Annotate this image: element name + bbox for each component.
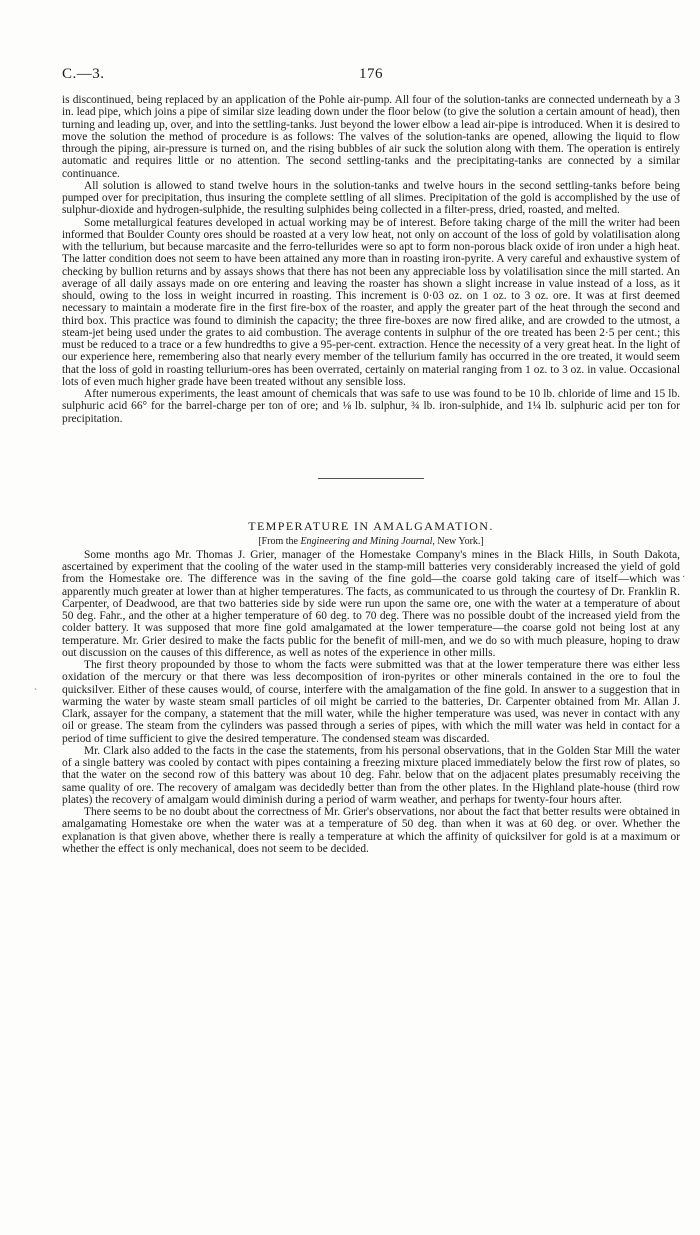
margin-speck: ·: [682, 572, 686, 583]
source-suffix: , New York.]: [432, 535, 484, 547]
paragraph: The first theory propounded by those to whom the facts were submitted was that at the lower temperature there was either less oxidation of the mercury or that there was less decomposition of iron-pyrites or other minerals contained in the ore to foul the quicksilver. Either of these causes would, of course, interfere with the amalgamation of the fine gold. In answer to a suggestion that in warming the water by waste steam small particles of oil might be carried to the batteries, Dr. Carpenter obtained from Mr. Allan J. Clark, assayer for the company, a statement that the mill water, while the higher temperature was used, was never in contact with any oil or grease. The steam from the cylinders was passed through a series of pipes, with which the mill water was held in contact for a period of time sufficient to give the desired temperature. The condensed steam was discarded.: [62, 659, 680, 745]
document-page: [62, 66, 680, 855]
paragraph: Mr. Clark also added to the facts in the case the statements, from his personal observations, that in the Golden Star Mill the water of a single battery was cooled by contact with pipes containing a freezing mixture placed immediately below the first row of plates, so that the water on the second row of this battery was about 10 deg. Fahr. below that on the adjacent plates presumably receiving the same quality of ore. The recovery of amalgam was decidedly better than from the other plates. In the Highland plate-house (third row plates) the recovery of amalgam would diminish during a period of warm weather, and perhaps for twenty-four hours after.: [62, 744, 680, 806]
paragraph: There seems to be no doubt about the correctness of Mr. Grier's observations, nor about the fact that better results were obtained in amalgamating Homestake ore when the water was at a temperature of 50 deg. than when it was at 60 deg. or over. Whether the explanation is that given above, whether there is really a temperature at which the affinity of quicksilver for gold is at a maximum or whether the effect is only mechanical, does not seem to be decided.: [62, 806, 680, 855]
paragraph: All solution is allowed to stand twelve hours in the solution-tanks and twelve hours in the second settling-tanks before being pumped over for precipitation, thus insuring the complete settling of all slimes. Precipitation of the gold is accomplished by the use of sulphur-dioxide and hydrogen-sulphide, the resulting sulphides being collected in a filter-press, dried, roasted, and melted.: [62, 179, 680, 217]
source-prefix: [From the: [258, 535, 301, 547]
document-reference: C.—3.: [62, 66, 105, 82]
margin-speck: `: [34, 688, 38, 699]
previous-article-continuation: [62, 94, 680, 425]
paragraph: Some months ago Mr. Thomas J. Grier, manager of the Homestake Company's mines in the Black Hills, in South Dakota, ascertained by experiment that the cooling of the water used in the stamp-mill batteries very considerably increased the yield of gold from the Homestake ore. The difference was in the saving of the fine gold—the coarse gold taking care of itself—which was apparently much greater at lower than at higher temperatures. The facts, as communicated to us through the courtesy of Dr. Franklin R. Carpenter, of Deadwood, are that two batteries side by side were run upon the same ore, one with the water at a temperature of about 50 deg. Fahr., and the other at a higher temperature of 60 deg. to 70 deg. There was no possible doubt of the increased yield from the colder battery. It was supposed that more fine gold amalgamated at the lower temperature—the coarse gold not being lost at any temperature. Mr. Grier desired to make the facts public for the benefit of mill-men, and we do so with much pleasure, hoping to draw out discussion on the causes of this difference, as well as notes of the experience in other mills.: [62, 548, 680, 659]
article-body: [62, 549, 680, 855]
page-number: 176: [359, 66, 383, 82]
paragraph: is discontinued, being replaced by an application of the Pohle air-pump. All four of the solution-tanks are connected underneath by a 3 in. lead pipe, which joins a pipe of similar size leading down under the floor below (to give the solution a certain amount of head), then turning and leading up, over, and into the settling-tanks. Just beyond the lower elbow a lead air-pipe is introduced. When it is desired to move the solution the method of procedure is as follows: The valves of the solution-tanks are opened, allowing the liquid to flow through the piping, air-pressure is turned on, and the rising bubbles of air suck the solution along with them. The operation is entirely automatic and requires little or no attention. The second settling-tanks and the precipitating-tanks are connected by a similar continuance.: [62, 94, 680, 180]
article-source: [62, 535, 680, 548]
paragraph: Some metallurgical features developed in actual working may be of interest. Before taking charge of the mill the writer had been informed that Boulder County ores should be roasted at a very low heat, not only on account of the loss of gold by volatilisation along with the tellurium, but because marcasite and the ferro-tellurides were so apt to form non-porous black oxide of iron under a high heat. The latter condition does not seem to have been attained any more than in roasting iron-pyrite. A very careful and exhaustive system of checking by bullion returns and by assays shows that there has not been any appreciable loss by volatilisation since the mill started. An average of all daily assays made on ore entering and leaving the roaster has shown a slight increase in value instead of a loss, as it should, owing to the loss in weight incurred in roasting. This increment is 0·03 oz. on 1 oz. to 3 oz. ore. It was at first deemed necessary to maintain a moderate fire in the first fire-box of the roaster, and apply the greater part of the heat through the second and third box. This practice was found to diminish the capacity; the three fire-boxes are now fired alike, and are crowded to the utmost, a steam-jet being used under the grates to aid combustion. The average contents in sulphur of the ore treated has been 2·5 per cent.; this must be reduced to a trace or a few hundredths to give a 95-per-cent. extraction. Hence the necessity of a very great heat. In the light of our experience here, remembering also that nearly every member of the tellurium family has occurred in the ore treated, it would seem that the loss of gold in roasting tellurium-ores has been overrated, certainly on material ranging from 1 oz. to 3 oz. in value. Occasional lots of even much higher grade have been treated without any sensible loss.: [62, 216, 680, 388]
paragraph: After numerous experiments, the least amount of chemicals that was safe to use was found to be 10 lb. chloride of lime and 15 lb. sulphuric acid 66° for the barrel-charge per ton of ore; and ⅛ lb. sulphur, ¾ lb. iron-sulphide, and 1¼ lb. sulphuric acid per ton for precipitation.: [62, 388, 680, 425]
section-divider: [318, 478, 424, 479]
page-header: [62, 66, 680, 94]
article-title: TEMPERATURE IN AMALGAMATION.: [248, 518, 494, 533]
source-journal: Engineering and Mining Journal: [300, 535, 433, 547]
